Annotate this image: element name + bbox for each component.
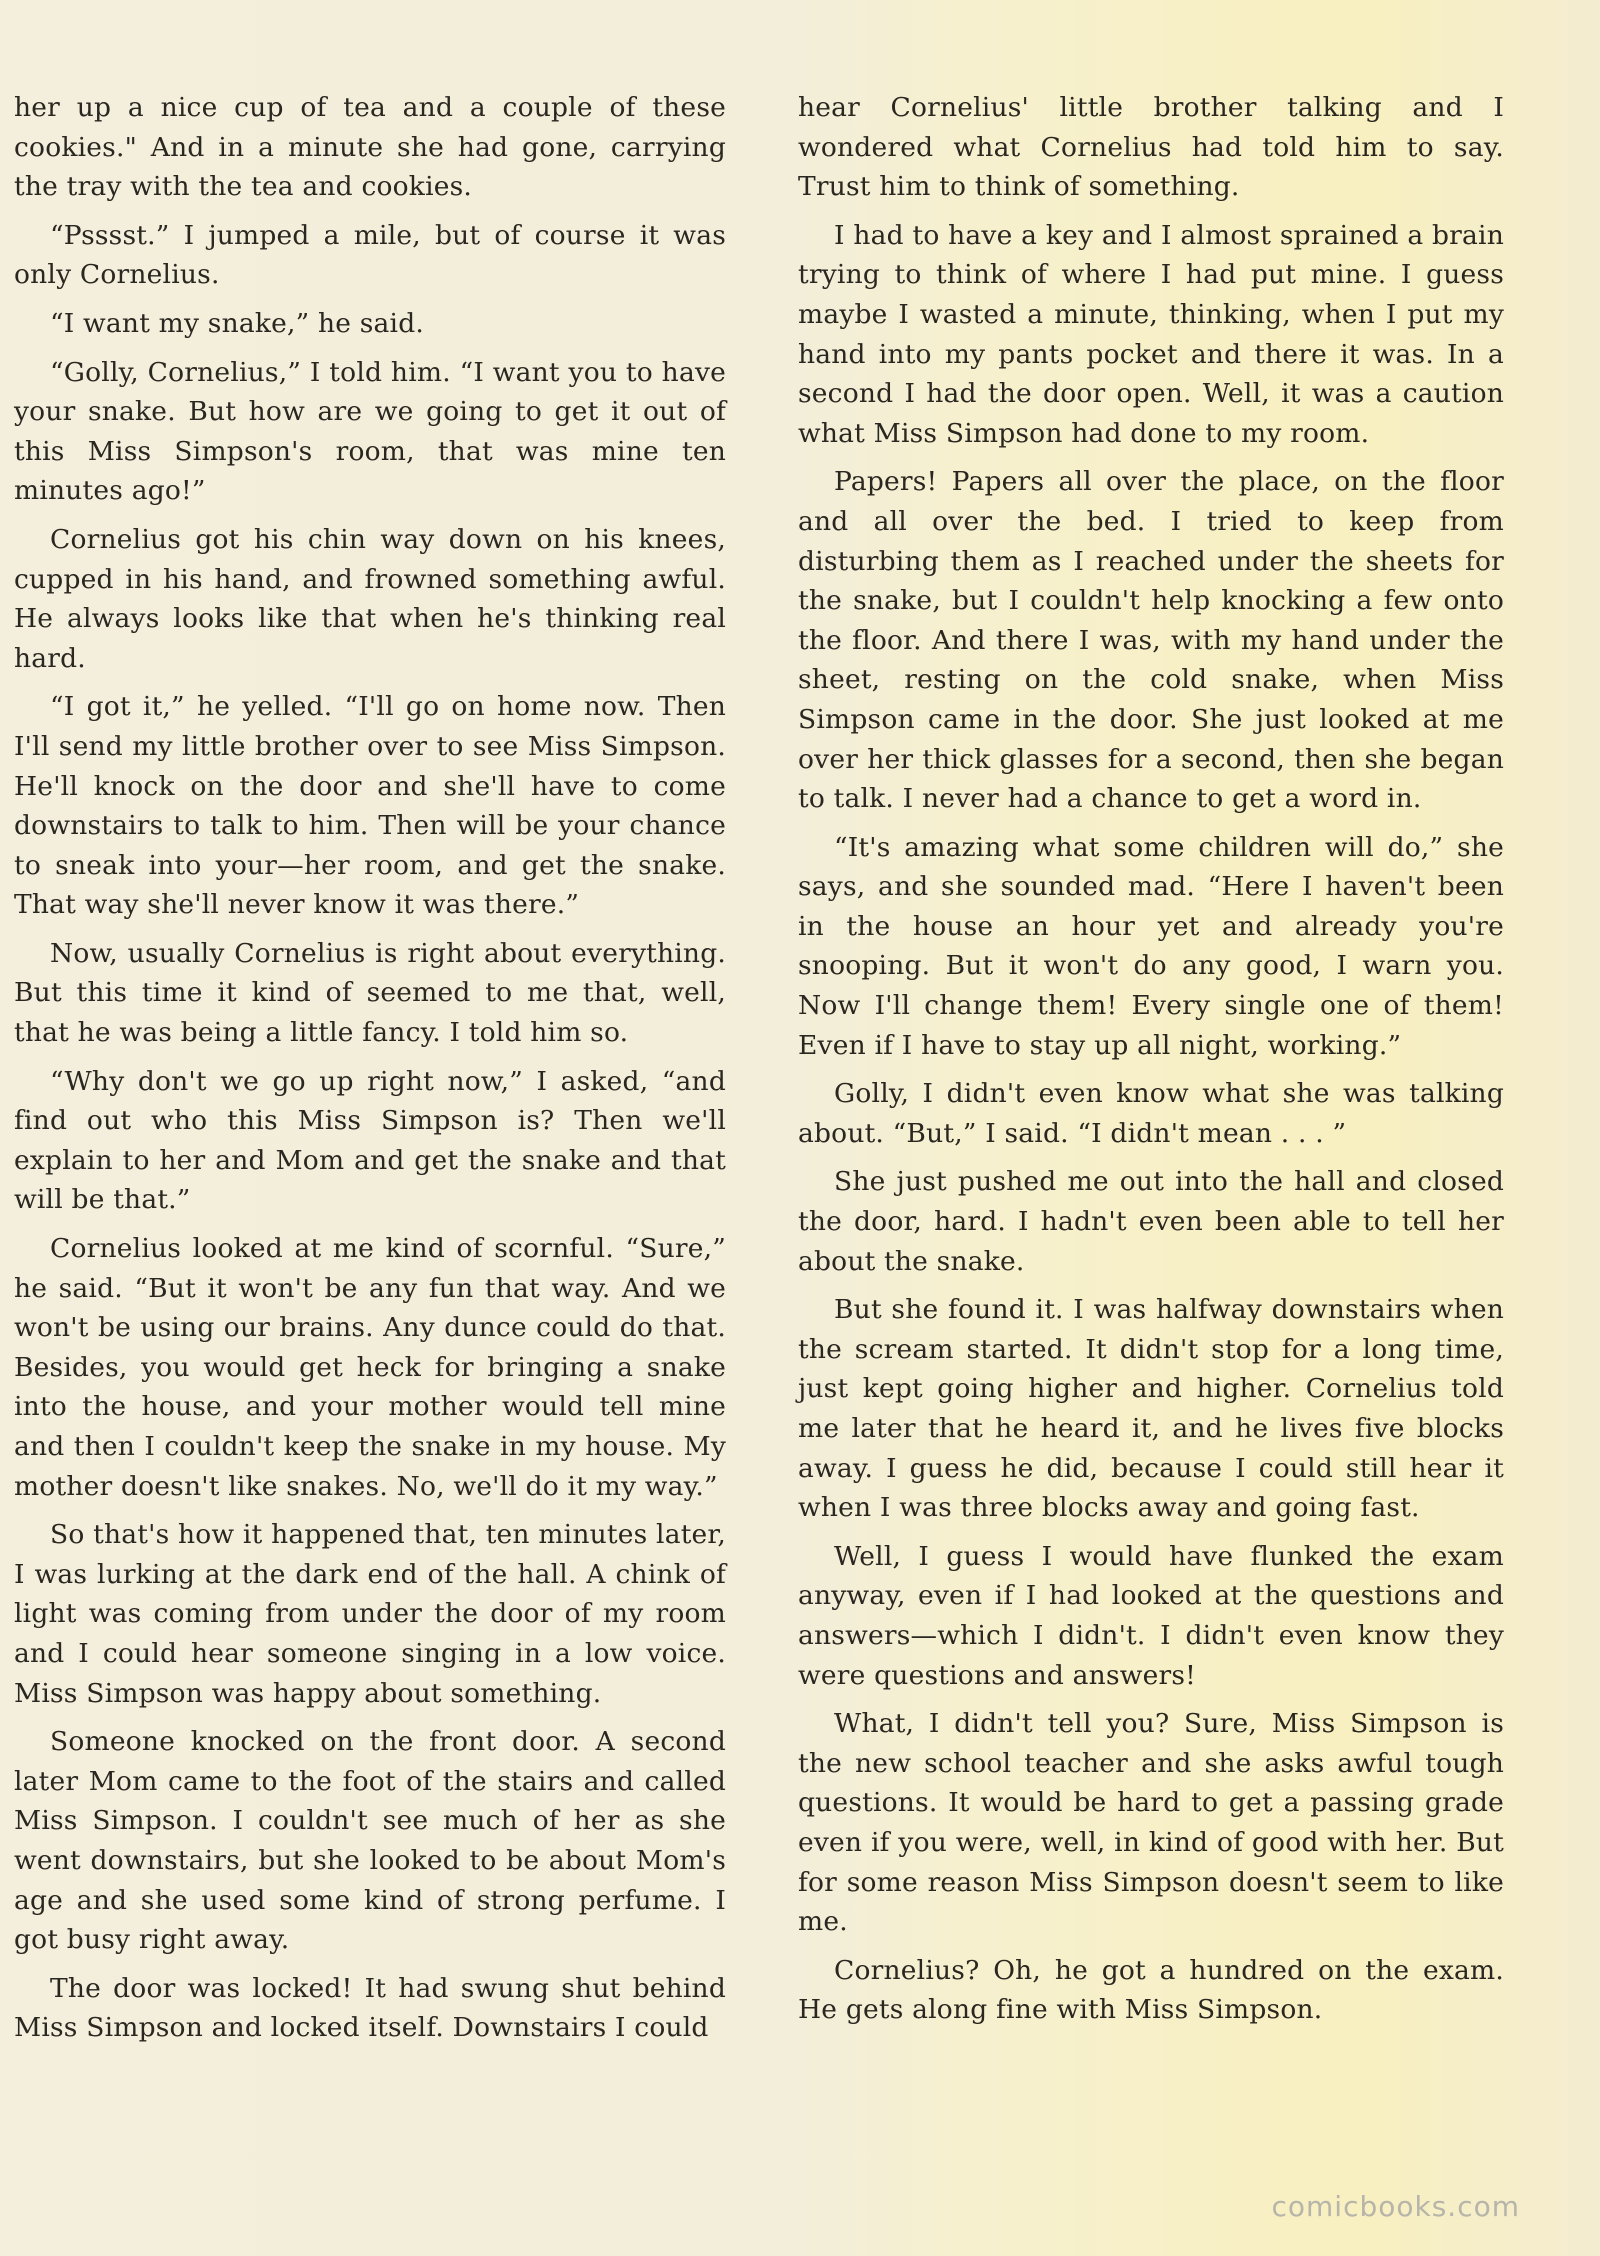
paragraph: hear Cornelius' little brother talking and I wondered what Cornelius had told him to say. Trust him to think of something.: [798, 92, 1504, 203]
paragraph: her up a nice cup of tea and a couple of these cookies." And in a minute she had gone, carrying the tray with the tea and cookies.: [14, 92, 726, 203]
paragraph: “It's amazing what some children will do,” she says, and she sounded mad. “Here I haven't been in the house an hour yet and already you're snooping. But it won't do any good, I warn you. Now I'll change them! Every single one of them! Even if I have to stay up all night, working.”: [798, 831, 1504, 1061]
paragraph: She just pushed me out into the hall and closed the door, hard. I hadn't even been able to tell her about the snake.: [798, 1166, 1504, 1277]
paragraph: “Psssst.” I jumped a mile, but of course it was only Cornelius.: [14, 219, 726, 291]
paragraph: Cornelius got his chin way down on his knees, cupped in his hand, and frowned something awful. He always looks like that when he's thinking real hard.: [14, 523, 726, 674]
watermark-text: comicbooks.com: [1271, 2190, 1520, 2223]
left-text-column: [14, 88, 726, 2057]
paragraph: “I got it,” he yelled. “I'll go on home now. Then I'll send my little brother over to see Miss Simpson. He'll knock on the door and she'll have to come downstairs to talk to him. Then will be your chance to sneak into your—her room, and get the snake. That way she'll never know it was there.”: [14, 691, 726, 921]
paragraph: Golly, I didn't even know what she was talking about. “But,” I said. “I didn't mean . . . ”: [798, 1078, 1504, 1149]
paragraph: “Why don't we go up right now,” I asked, “and find out who this Miss Simpson is? Then we'll explain to her and Mom and get the snake and that will be that.”: [14, 1065, 726, 1216]
paragraph: “Golly, Cornelius,” I told him. “I want you to have your snake. But how are we going to get it out of this Miss Simpson's room, that was mine ten minutes ago!”: [14, 356, 726, 507]
paragraph: What, I didn't tell you? Sure, Miss Simpson is the new school teacher and she asks awful tough questions. It would be hard to get a passing grade even if you were, well, in kind of good with her. But for some reason Miss Simpson doesn't seem to like me.: [798, 1708, 1504, 1938]
paragraph: Well, I guess I would have flunked the exam anyway, even if I had looked at the questions and answers—which I didn't. I didn't even know they were questions and answers!: [798, 1540, 1504, 1691]
paragraph: Now, usually Cornelius is right about everything. But this time it kind of seemed to me that, well, that he was being a little fancy. I told him so.: [14, 937, 726, 1049]
paragraph: But she found it. I was halfway downstairs when the scream started. It didn't stop for a long time, just kept going higher and higher. Cornelius told me later that he heard it, and he lives five blocks away. I guess he did, because I could still hear it when I was three blocks away and going fast.: [798, 1294, 1504, 1524]
right-text-column: [798, 88, 1504, 2039]
paragraph: Cornelius looked at me kind of scornful. “Sure,” he said. “But it won't be any fun that way. And we won't be using our brains. Any dunce could do that. Besides, you would get heck for bringing a snake into the house, and your mother would tell mine and then I couldn't keep the snake in my house. My mother doesn't like snakes. No, we'll do it my way.”: [14, 1233, 726, 1502]
paragraph: Cornelius? Oh, he got a hundred on the exam. He gets along fine with Miss Simpson.: [798, 1954, 1504, 2026]
paragraph: “I want my snake,” he said.: [50, 307, 425, 339]
paragraph: Someone knocked on the front door. A second later Mom came to the foot of the stairs and called Miss Simpson. I couldn't see much of her as she went downstairs, but she looked to be about Mom's age and she used some kind of strong perfume. I got busy right away.: [14, 1726, 726, 1956]
paragraph: Papers! Papers all over the place, on the floor and all over the bed. I tried to keep from disturbing them as I reached under the sheets for the snake, but I couldn't help knocking a few onto the floor. And there I was, with my hand under the sheet, resting on the cold snake, when Miss Simpson came in the door. She just looked at me over her thick glasses for a second, then she began to talk. I never had a chance to get a word in.: [798, 466, 1504, 815]
paragraph: The door was locked! It had swung shut behind Miss Simpson and locked itself. Downstairs I could: [14, 1972, 726, 2044]
paragraph: I had to have a key and I almost sprained a brain trying to think of where I had put mine. I guess maybe I wasted a minute, thinking, when I put my hand into my pants pocket and there it was. In a second I had the door open. Well, it was a caution what Miss Simpson had done to my room.: [798, 219, 1504, 449]
paragraph: So that's how it happened that, ten minutes later, I was lurking at the dark end of the hall. A chink of light was coming from under the door of my room and I could hear someone singing in a low voice. Miss Simpson was happy about something.: [14, 1519, 727, 1709]
